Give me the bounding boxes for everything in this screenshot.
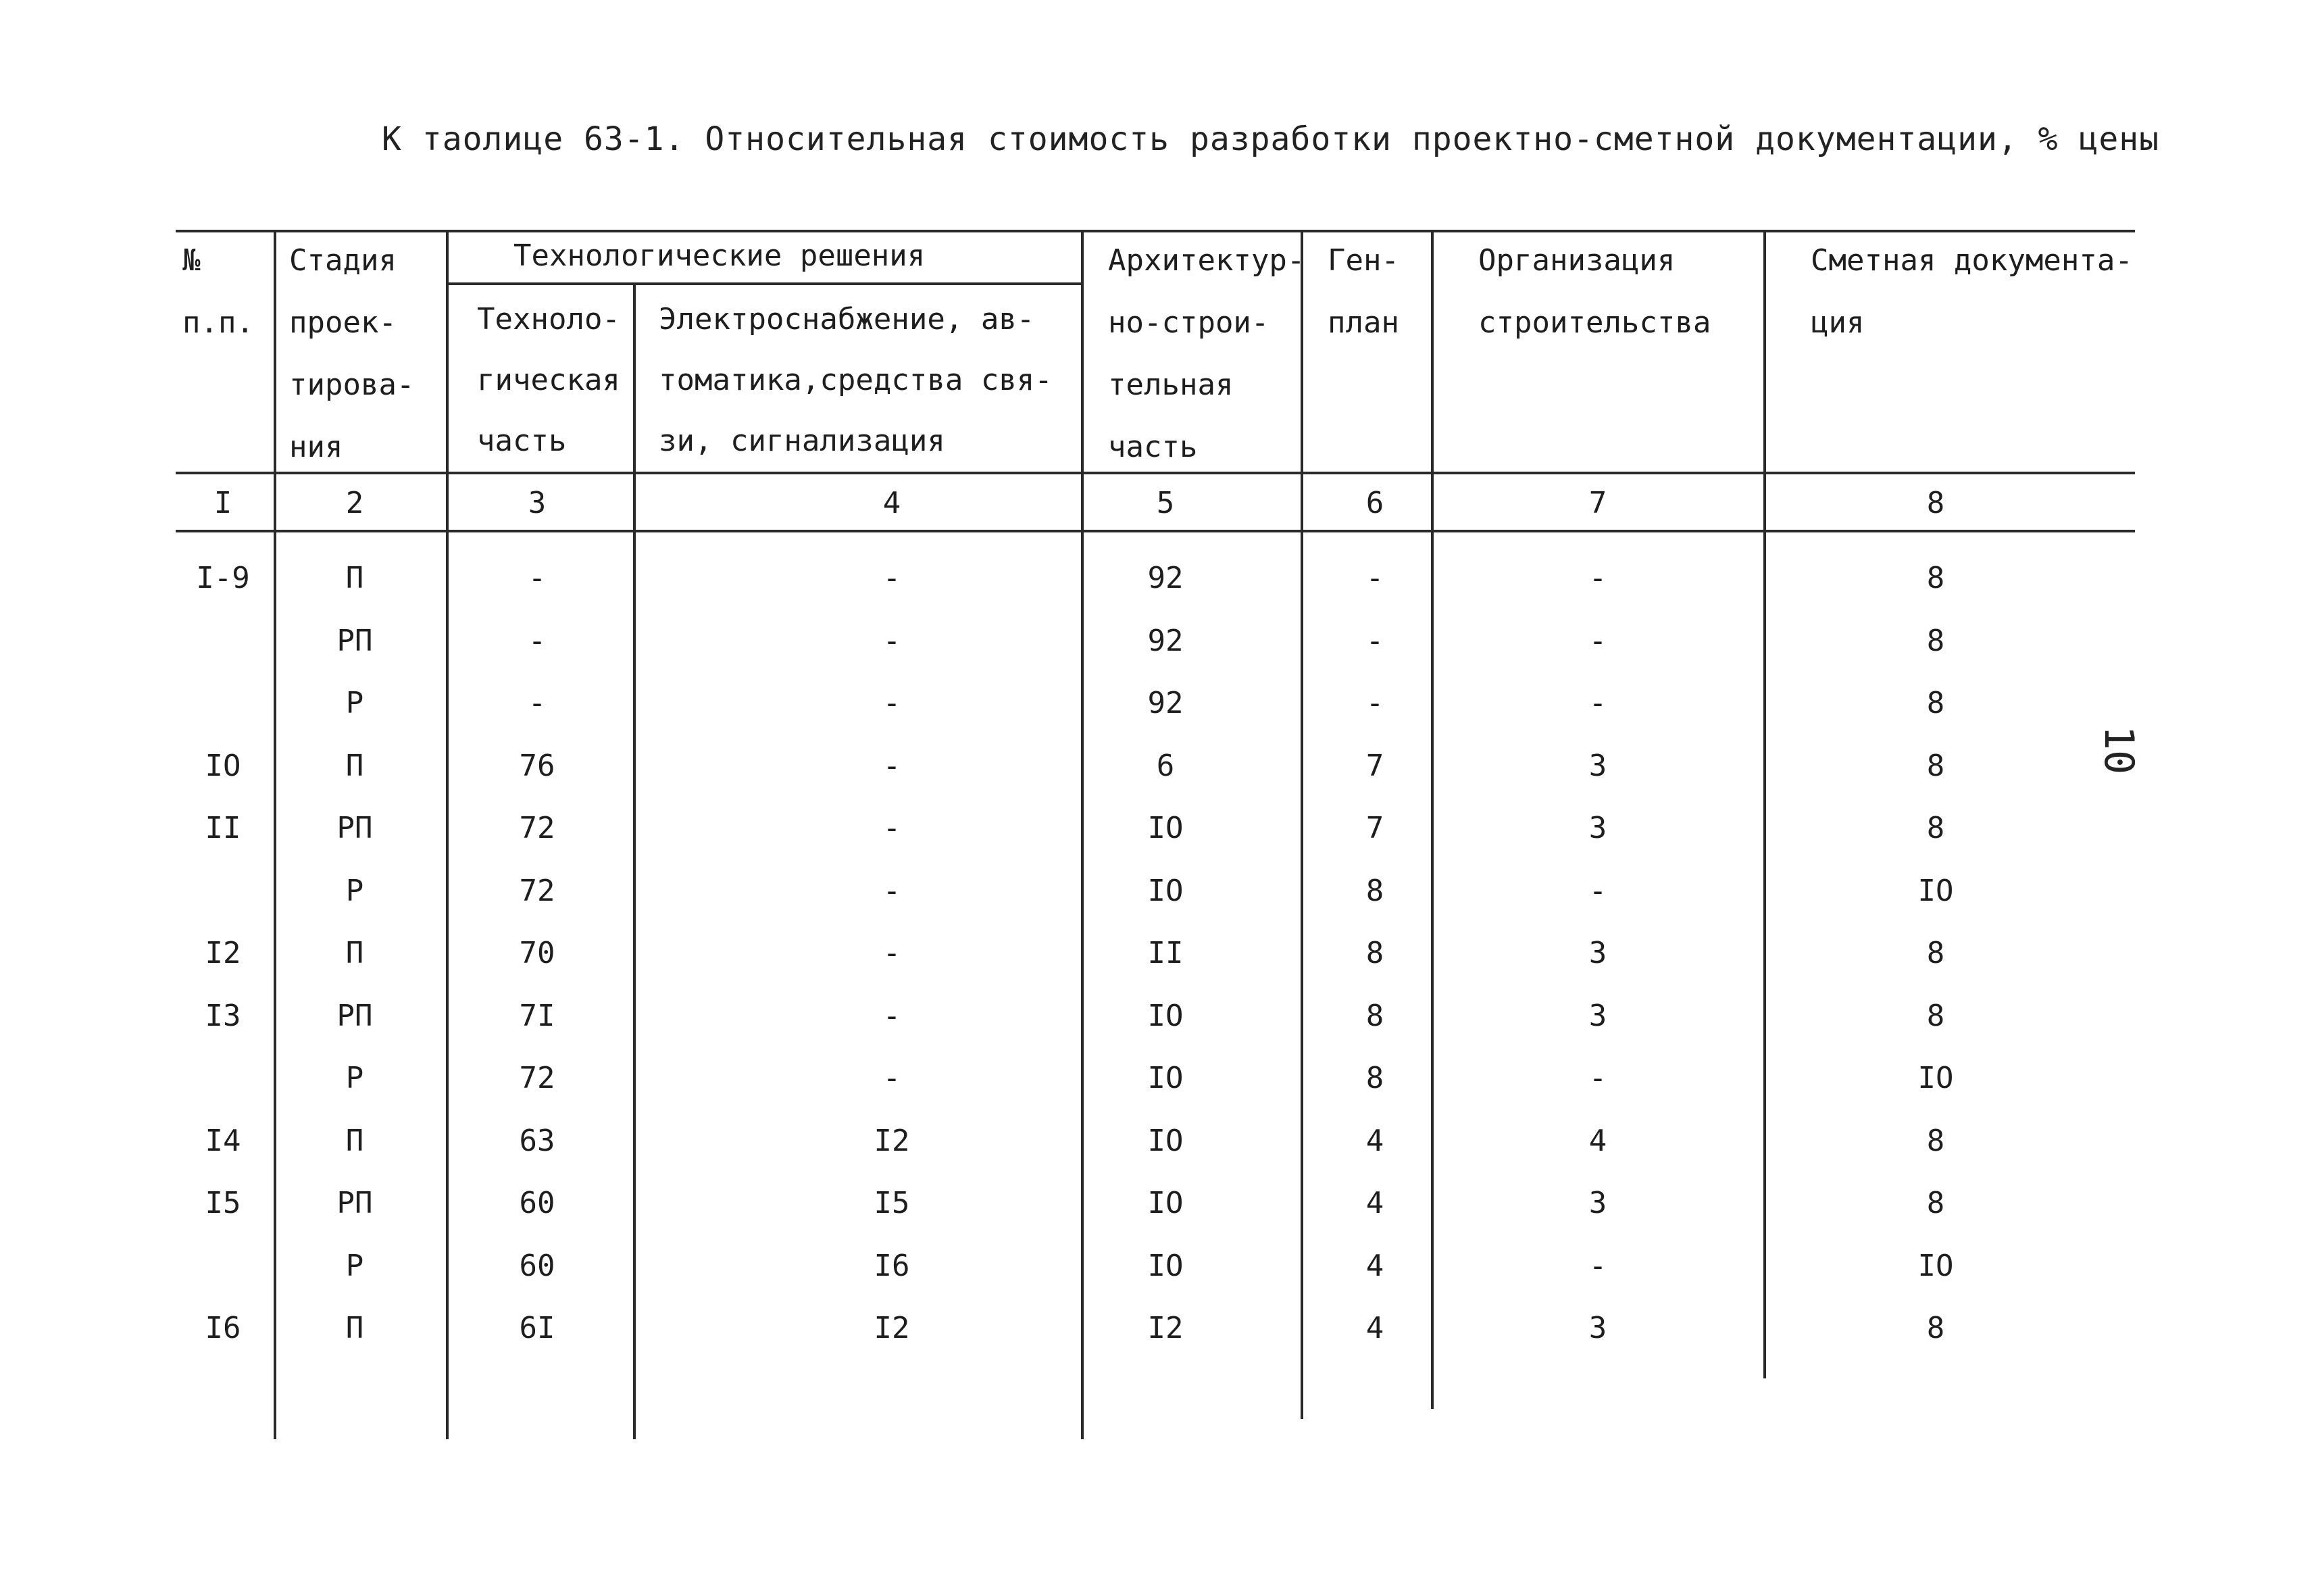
table-cell: 8 [1926,623,1945,658]
table-cell: 8 [1926,1311,1945,1345]
table-cell: I2 [874,1311,910,1345]
table-cell: - [882,873,901,908]
table-cell: 7 [1365,748,1384,783]
table-cell: I5 [205,1186,241,1220]
table-cell: I-9 [196,561,250,595]
table-cell: - [1588,561,1607,595]
table-cell: - [528,561,547,595]
header-col-estimate-docs: Сметная документа- ция [1811,243,2133,340]
table-cell: - [882,623,901,658]
table-cell: 70 [519,936,555,970]
header-col-architecture: Архитектур- но-строи- тельная часть [1108,243,1305,464]
table-cell: 8 [1365,873,1384,908]
table-cell: - [882,1061,901,1095]
header-col-stage: Стадия проек- тирова- ния [289,243,415,464]
table-cell: - [1588,686,1607,720]
table-cell: I4 [205,1123,241,1158]
table-cell: IO [1147,873,1184,908]
column-number: 2 [345,486,364,520]
table-cell: 8 [1365,1061,1384,1095]
table-cell: РП [336,623,373,658]
table-cell: 60 [519,1186,555,1220]
table-cell: II [1147,936,1184,970]
table-cell: IO [1147,998,1184,1033]
col-divider-1 [274,230,276,1439]
table-cell: 3 [1588,1186,1607,1220]
table-cell: 3 [1588,936,1607,970]
table-cell: 8 [1926,1123,1945,1158]
table-cell: IO [205,748,241,783]
table-cell: Р [345,873,364,908]
table-cell: 7I [519,998,555,1033]
table-cell: Р [345,686,364,720]
table-cell: 72 [519,1061,555,1095]
table-cell: - [882,998,901,1033]
table-cell: 4 [1365,1186,1384,1220]
table-cell: Р [345,1061,364,1095]
col-divider-4 [1081,230,1084,1439]
table-cell: П [345,1123,364,1158]
table-cell: 92 [1147,561,1184,595]
header-col-tech-part: Техноло- гическая часть [477,302,620,458]
table-cell: IO [1147,1061,1184,1095]
table-cell: П [345,936,364,970]
table-cell: 92 [1147,623,1184,658]
table-cell: - [528,686,547,720]
table-cell: 4 [1365,1311,1384,1345]
table-cell: I2 [1147,1311,1184,1345]
table-cell: 60 [519,1248,555,1283]
table-cell: 8 [1926,936,1945,970]
table-cell: П [345,561,364,595]
column-number: 5 [1156,486,1175,520]
table-cell: I6 [874,1248,910,1283]
table-cell: - [1588,1248,1607,1283]
table-cell: 6I [519,1311,555,1345]
header-col-general-plan: Ген- план [1328,243,1399,340]
table-cell: - [882,686,901,720]
table-cell: - [1365,686,1384,720]
table-cell: I6 [205,1311,241,1345]
table-cell: - [882,561,901,595]
column-number: 6 [1365,486,1384,520]
table-cell: I5 [874,1186,910,1220]
column-number: I [213,486,232,520]
header-col-construction-org: Организация строительства [1478,243,1711,340]
table-cell: 8 [1926,998,1945,1033]
table-cell: IO [1147,1123,1184,1158]
page-number: 10 [2095,725,2143,775]
table-cell: РП [336,998,373,1033]
table-title: К таолице 63-1. Относительная стоимость разработки проектно-сметной документации, % цены [382,120,2160,158]
column-number: 7 [1588,486,1607,520]
table-cell: 4 [1588,1123,1607,1158]
table-cell: - [882,936,901,970]
table-cell: РП [336,811,373,845]
table-cell: - [1588,873,1607,908]
table-cell: IO [1147,811,1184,845]
table-cell: РП [336,1186,373,1220]
col-divider-6 [1431,230,1434,1409]
column-number: 8 [1926,486,1945,520]
table-cell: - [528,623,547,658]
table-cell: 8 [1926,748,1945,783]
column-number: 3 [528,486,547,520]
table-cell: 6 [1156,748,1175,783]
table-cell: 63 [519,1123,555,1158]
table-cell: 3 [1588,811,1607,845]
table-cell: 3 [1588,1311,1607,1345]
table-cell: 8 [1365,998,1384,1033]
table-cell: I3 [205,998,241,1033]
col-divider-3 [633,282,636,1439]
table-cell: П [345,1311,364,1345]
table-cell: IO [1917,873,1954,908]
table-cell: П [345,748,364,783]
table-cell: 8 [1926,1186,1945,1220]
table-cell: 72 [519,873,555,908]
table-cell: 72 [519,811,555,845]
table-cell: 8 [1926,561,1945,595]
table-cell: IO [1147,1186,1184,1220]
table-cell: 92 [1147,686,1184,720]
header-group-tech-solutions: Технологические решения [513,239,926,273]
column-number-rule [176,530,2135,532]
table-cell: - [1588,1061,1607,1095]
table-cell: IO [1917,1061,1954,1095]
table-cell: Р [345,1248,364,1283]
header-col-power-supply: Электроснабжение, ав- томатика,средства свя- зи, сигнализация [659,302,1053,458]
header-col-number: № п.п. [182,243,254,340]
table-cell: II [205,811,241,845]
table-cell: IO [1917,1248,1954,1283]
table-cell: 8 [1926,811,1945,845]
table-cell: - [882,748,901,783]
table-cell: 3 [1588,748,1607,783]
table-cell: 3 [1588,998,1607,1033]
column-number: 4 [882,486,901,520]
table-cell: 4 [1365,1123,1384,1158]
table-cell: I2 [205,936,241,970]
col-divider-7 [1763,230,1766,1378]
table-cell: 8 [1365,936,1384,970]
col-divider-2 [446,230,449,1439]
table-cell: 4 [1365,1248,1384,1283]
table-cell: IO [1147,1248,1184,1283]
table-cell: - [1365,623,1384,658]
group-header-rule [447,282,1081,285]
table-cell: - [1588,623,1607,658]
table-cell: I2 [874,1123,910,1158]
table-cell: 76 [519,748,555,783]
table-cell: - [882,811,901,845]
table-cell: - [1365,561,1384,595]
table-cell: 7 [1365,811,1384,845]
table-cell: 8 [1926,686,1945,720]
